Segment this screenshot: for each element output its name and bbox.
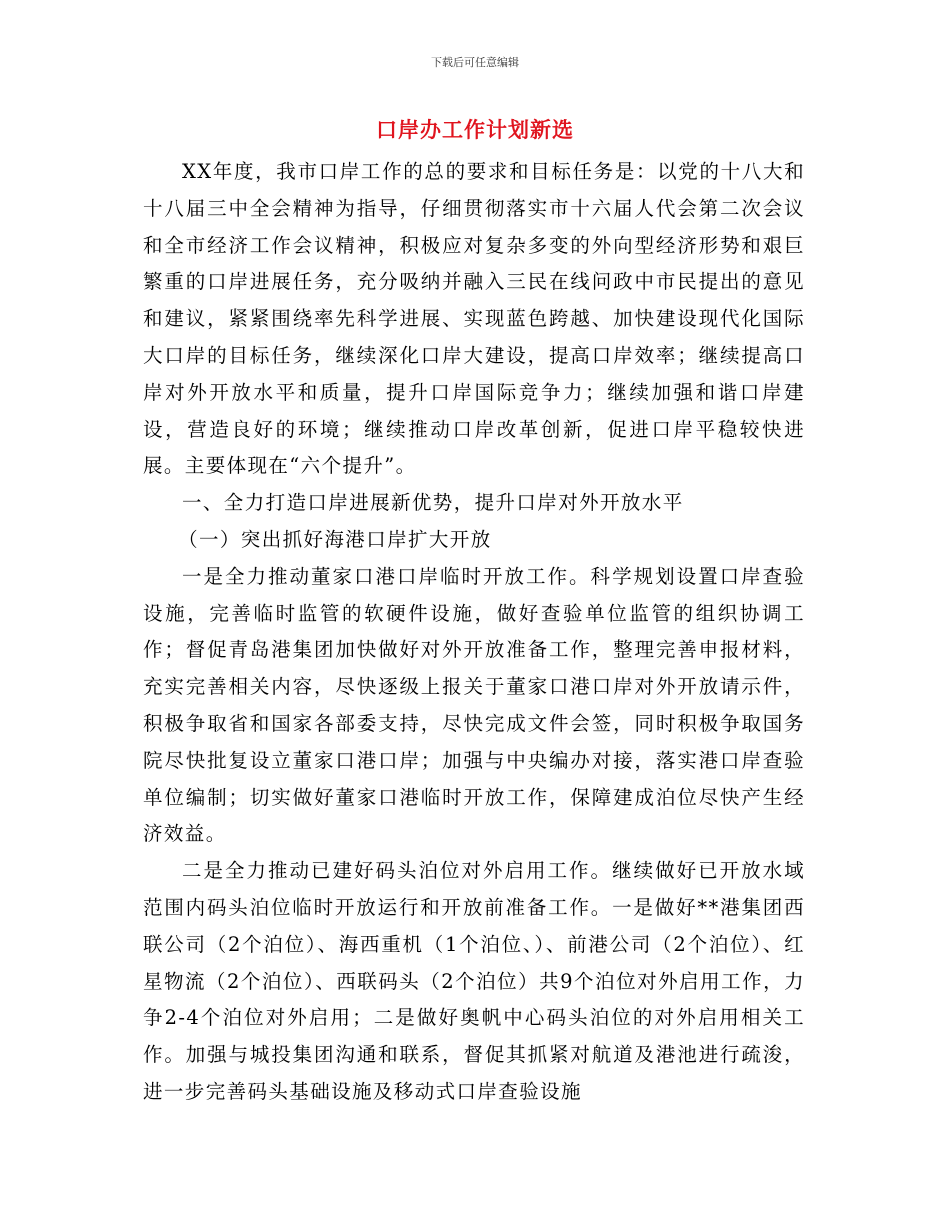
paragraph-item-1: 一是全力推动董家口港口岸临时开放工作。科学规划设置口岸查验设施，完善临时监管的软硬件设施，做好查验单位监管的组织协调工作；督促青岛港集团加快做好对外开放准备工作，整理完善申报材料，充实完善相关内容，尽快逐级上报关于董家口港口岸对外开放请示件，积极争取省和国家各部委支持，尽快完成文件会签，同时积极争取国务院尽快批复设立董家口港口岸；加强与中央编办对接，落实港口岸查验单位编制；切实做好董家口港临时开放工作，保障建成泊位尽快产生经济效益。 xyxy=(143,564,805,846)
subsection-heading-1: （一）突出抓好海港口岸扩大开放 xyxy=(178,527,492,551)
paragraph-intro: XX年度，我市口岸工作的总的要求和目标任务是：以党的十八大和十八届三中全会精神为指导，仔细贯彻落实市十六届人代会第二次会议和全市经济工作会议精神，积极应对复杂多变的外向型经济形势和艰巨繁重的口岸进展任务，充分吸纳并融入三民在线问政中市民提出的意见和建议，紧紧围绕率先科学进展、实现蓝色跨越、加快建设现代化国际大口岸的目标任务，继续深化口岸大建设，提高口岸效率；继续提高口岸对外开放水平和质量，提升口岸国际竞争力；继续加强和谐口岸建设，营造良好的环境；继续推动口岸改革创新，促进口岸平稳较快进展。主要体现在“六个提升”。 xyxy=(143,160,805,478)
document-body xyxy=(143,154,805,1111)
section-heading-1: 一、全力打造口岸进展新优势，提升口岸对外开放水平 xyxy=(182,491,684,515)
header-note: 下载后可任意编辑 xyxy=(431,56,519,69)
paragraph-item-2: 二是全力推动已建好码头泊位对外启用工作。继续做好已开放水域范围内码头泊位临时开放运行和开放前准备工作。一是做好**港集团西联公司（2个泊位）、海西重机（1个泊位、）、前港公司（2个泊位）、红星物流（2个泊位）、西联码头（2个泊位）共9个泊位对外启用工作，力争2-4个泊位对外启用；二是做好奥帆中心码头泊位的对外启用相关工作。加强与城投集团沟通和联系，督促其抓紧对航道及港池进行疏浚，进一步完善码头基础设施及移动式口岸查验设施 xyxy=(143,859,805,1103)
document-title: 口岸办工作计划新选 xyxy=(376,118,574,142)
